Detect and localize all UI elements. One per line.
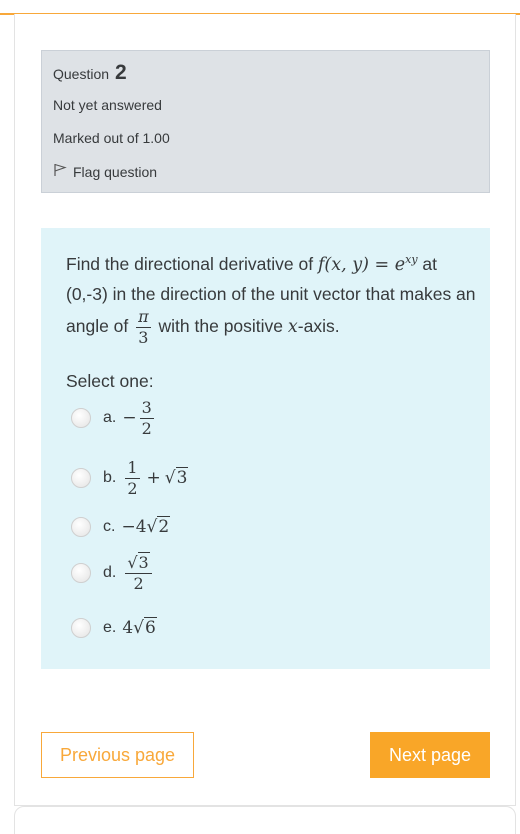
option-c-coefficient: −4 [121, 517, 147, 537]
option-d-sqrt: √3 [127, 552, 149, 572]
flag-question-link[interactable] [53, 163, 157, 180]
question-label: Question [53, 66, 110, 82]
quiz-navigation-card [14, 806, 516, 834]
function-lhs: f(x, y) = e [317, 254, 406, 275]
option-b-sqrt: √3 [164, 468, 188, 488]
option-d-radicand: 3 [138, 552, 149, 572]
option-value-a [122, 397, 156, 438]
function-exponent: xy [405, 253, 418, 266]
angle-numerator: π [138, 306, 149, 326]
radio-button-e[interactable] [71, 618, 91, 638]
flag-question-label: Flag question [73, 163, 158, 180]
option-letter-d: d. [103, 564, 117, 581]
axis-variable: x [287, 316, 298, 337]
option-value-d [122, 552, 154, 593]
top-accent-line [0, 0, 520, 15]
option-letter-a: a. [103, 409, 117, 426]
answer-option-c[interactable] [71, 512, 170, 542]
question-number: 2 [114, 61, 127, 84]
radio-button-c[interactable] [71, 517, 91, 537]
option-a-denominator: 2 [141, 418, 152, 438]
question-title [53, 61, 127, 85]
option-a-fraction [140, 397, 154, 438]
option-b-radicand: 3 [176, 468, 188, 488]
radio-button-d[interactable] [71, 563, 91, 583]
select-one-prompt: Select one: [66, 371, 154, 391]
question-formulation [41, 228, 490, 669]
option-b-numerator: 1 [127, 457, 138, 477]
previous-page-button[interactable]: Previous page [41, 732, 194, 778]
question-text-part1: Find the directional derivative of [66, 253, 318, 274]
option-value-c [121, 517, 170, 537]
option-e-coefficient: 4 [122, 618, 134, 638]
option-d-numerator [125, 552, 151, 574]
radio-button-b[interactable] [71, 468, 91, 488]
question-text-part4: -axis. [297, 315, 340, 336]
option-value-b [122, 457, 188, 498]
option-b-denominator: 2 [127, 478, 138, 498]
option-a-numerator: 3 [141, 397, 152, 417]
angle-fraction [136, 306, 151, 347]
option-e-sqrt: √6 [133, 618, 156, 638]
angle-denominator: 3 [138, 327, 149, 347]
radio-button-a[interactable] [71, 408, 91, 428]
option-d-denominator: 2 [133, 573, 144, 593]
question-grade: Marked out of 1.00 [53, 130, 170, 146]
option-a-sign: − [122, 408, 137, 428]
option-b-fraction [125, 457, 139, 498]
option-c-radicand: 2 [158, 517, 170, 537]
answer-option-d[interactable] [71, 552, 155, 593]
question-text-part3: with the positive [153, 315, 288, 336]
question-info-panel [41, 50, 490, 193]
answer-option-e[interactable] [71, 613, 157, 643]
option-letter-c: c. [103, 518, 116, 535]
option-letter-e: e. [103, 619, 117, 636]
option-b-plus: + [146, 468, 161, 488]
question-text-part2: at (0,-3) in the direction of the unit vector that makes an angle of [66, 253, 476, 336]
function-definition [318, 255, 418, 275]
answer-option-a[interactable] [71, 397, 157, 438]
option-letter-b: b. [103, 469, 117, 486]
option-e-radicand: 6 [145, 618, 156, 638]
flag-icon [53, 163, 73, 180]
question-text [66, 245, 476, 346]
question-state: Not yet answered [53, 97, 162, 113]
option-c-sqrt: √2 [146, 517, 170, 537]
option-value-e [122, 618, 157, 638]
next-page-button[interactable]: Next page [370, 732, 490, 778]
answer-option-b[interactable] [71, 457, 188, 498]
option-d-fraction [125, 552, 151, 593]
